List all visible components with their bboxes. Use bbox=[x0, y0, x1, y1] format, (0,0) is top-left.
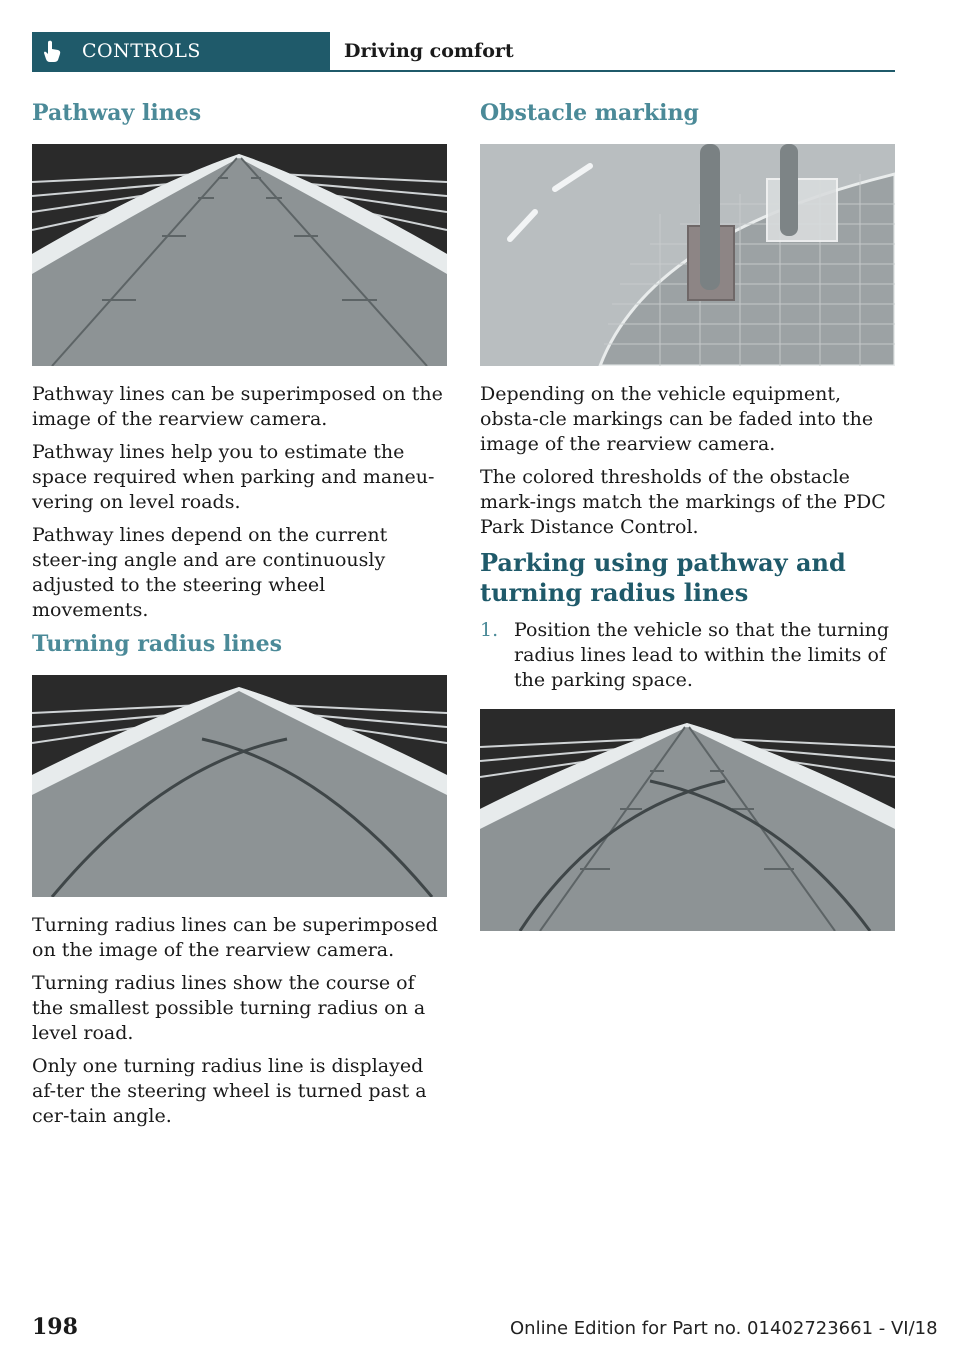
footer-edition: Online Edition for Part no. 01402723661 - VI/18 bbox=[510, 1318, 938, 1339]
pathway-lines-heading: Pathway lines bbox=[32, 100, 202, 126]
pathway-lines-image bbox=[32, 144, 447, 366]
parking-section-heading: Parking using pathway and turning radius lines bbox=[480, 548, 846, 607]
turning-radius-image bbox=[32, 675, 447, 897]
list-item bbox=[480, 618, 895, 693]
step-number: 1. bbox=[480, 619, 499, 641]
parking-combined-image bbox=[480, 709, 895, 931]
turning-paragraph-2: Turning radius lines show the course of the smallest possible turning radius on a level road. bbox=[32, 972, 426, 1044]
parking-steps bbox=[480, 618, 895, 693]
turning-paragraph-1: Turning radius lines can be superimposed on the image of the rearview camera. bbox=[32, 914, 438, 961]
obstacle-marking-image bbox=[480, 144, 895, 366]
hand-pointer-icon bbox=[42, 40, 62, 62]
left-column bbox=[32, 100, 447, 1137]
right-column bbox=[480, 100, 895, 947]
obstacle-marking-heading: Obstacle marking bbox=[480, 100, 699, 126]
pathway-paragraph-3: Pathway lines depend on the current steer-ing angle and are continuously adjusted to the steering wheel movements. bbox=[32, 524, 388, 621]
step-text: Position the vehicle so that the turning radius lines lead to within the limits of the parking space. bbox=[514, 619, 890, 691]
page-number: 198 bbox=[32, 1314, 78, 1340]
section-label: CONTROLS bbox=[82, 40, 201, 62]
pathway-paragraph-2: Pathway lines help you to estimate the space required when parking and maneu-vering on level roads. bbox=[32, 441, 435, 513]
turning-paragraph-3: Only one turning radius line is displayed af-ter the steering wheel is turned past a cer-tain angle. bbox=[32, 1055, 427, 1127]
chapter-title: Driving comfort bbox=[344, 40, 514, 62]
page-header bbox=[32, 32, 895, 72]
pathway-paragraph-1: Pathway lines can be superimposed on the image of the rearview camera. bbox=[32, 383, 443, 430]
section-tab bbox=[32, 32, 330, 70]
turning-radius-heading: Turning radius lines bbox=[32, 631, 283, 657]
obstacle-paragraph-1: Depending on the vehicle equipment, obsta-cle markings can be faded into the image of the rearview camera. bbox=[480, 383, 874, 455]
obstacle-paragraph-2: The colored thresholds of the obstacle mark-ings match the markings of the PDC Park Distance Control. bbox=[480, 466, 886, 538]
